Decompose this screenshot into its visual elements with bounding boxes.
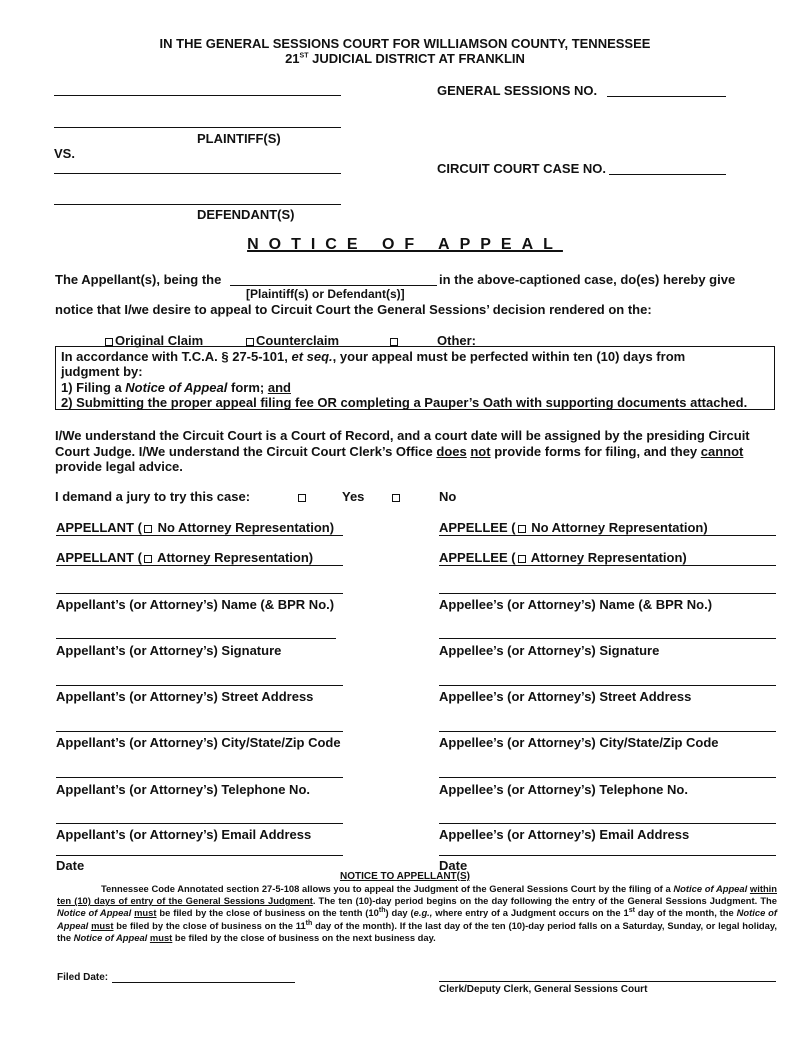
court-line: IN THE GENERAL SESSIONS COURT FOR WILLIAMSON COUNTY, TENNESSEE: [159, 36, 651, 51]
party-role-hint: [Plaintiff(s) or Defendant(s)]: [246, 287, 405, 301]
appellant-attorney-header[interactable]: APPELLANT ( Attorney Representation): [56, 550, 343, 566]
appellant-street-field[interactable]: [56, 685, 343, 686]
jury-label: I demand a jury to try this case:: [55, 489, 251, 504]
appellant-name-label: Appellant’s (or Attorney’s) Name (& BPR No.): [56, 597, 335, 612]
appellant-no-attorney-header[interactable]: APPELLANT ( No Attorney Representation): [56, 520, 343, 536]
understanding-paragraph: [55, 428, 775, 475]
plaintiff-name-line-1[interactable]: [54, 95, 341, 96]
notice-body: Tennessee Code Annotated section 27-5-108 allows you to appeal the Judgment of the General Sessions Court by the filing of a Notice of Appeal within ten (10) days of entry of the General Sessions Judgment. The ten (10)-day period begins on the day following the entry of the General Sessions Judgment. The Notice of Appeal must be filed by the close of business on the tenth (10th) day (e.g., where entry of a Judgment occurs on the 1st day of the month, the Notice of Appeal must be filed by the close of business on the 11th day of the month). If the last day of the ten (10)-day period falls on a Saturday, Sunday, or legal holiday, the Notice of Appeal must be filed by the close of business on the next business day.: [57, 883, 778, 943]
district-line: 21ST JUDICIAL DISTRICT AT FRANKLIN: [285, 51, 525, 66]
appellee-name-field[interactable]: [439, 593, 776, 594]
filed-date-label: Filed Date:: [57, 972, 109, 983]
other-checkbox[interactable]: [390, 338, 398, 346]
general-sessions-no-label: GENERAL SESSIONS NO.: [437, 83, 598, 98]
appellant-email-field[interactable]: [56, 823, 343, 824]
jury-no-checkbox[interactable]: [392, 494, 400, 502]
appellant-statement-line2: notice that I/we desire to appeal to Circuit Court the General Sessions’ decision rendered on the:: [55, 302, 652, 317]
requirements-item1: 1) Filing a Notice of Appeal form; and: [61, 379, 291, 395]
appellee-email-label: Appellee’s (or Attorney’s) Email Address: [439, 827, 690, 842]
appellee-no-attorney-header[interactable]: APPELLEE ( No Attorney Representation): [439, 520, 776, 536]
appellant-signature-label: Appellant’s (or Attorney’s) Signature: [56, 643, 282, 658]
appellant-city-field[interactable]: [56, 731, 343, 732]
appellant-date-label: Date: [56, 858, 85, 873]
appellee-date-label: Date: [439, 858, 468, 873]
other-label: Other:: [437, 333, 476, 348]
jury-no-label: No: [439, 489, 457, 504]
appellee-name-label: Appellee’s (or Attorney’s) Name (& BPR No.): [439, 597, 713, 612]
party-role-field[interactable]: [230, 285, 437, 286]
document-title: NOTICE OF APPEAL: [247, 236, 563, 253]
requirements-line2: judgment by:: [61, 364, 143, 380]
appellee-street-field[interactable]: [439, 685, 776, 686]
requirements-item2: 2) Submitting the proper appeal filing fee OR completing a Pauper’s Oath with supporting documents attached.: [61, 394, 748, 410]
original-claim-checkbox[interactable]: [105, 338, 113, 346]
appellee-city-label: Appellee’s (or Attorney’s) City/State/Zip Code: [439, 735, 719, 750]
appellee-signature-field[interactable]: [439, 638, 776, 639]
defendant-name-line-1[interactable]: [54, 173, 341, 174]
jury-yes-checkbox[interactable]: [298, 494, 306, 502]
appellant-statement-part2: in the above-captioned case, do(es) hereby give: [439, 272, 736, 287]
appellee-phone-label: Appellee’s (or Attorney’s) Telephone No.: [439, 782, 688, 797]
plaintiff-name-line-2[interactable]: [54, 127, 341, 128]
clerk-signature-field[interactable]: [439, 981, 776, 982]
appellee-city-field[interactable]: [439, 731, 776, 732]
appellee-street-label: Appellee’s (or Attorney’s) Street Address: [439, 689, 692, 704]
plaintiff-label: PLAINTIFF(S): [197, 131, 281, 146]
understanding-line2: Court Judge. I/We understand the Circuit Court Clerk’s Office does not provide forms for filing, and they cannot: [55, 443, 744, 459]
original-claim-option[interactable]: Original Claim: [103, 333, 203, 348]
appellant-email-label: Appellant’s (or Attorney’s) Email Address: [56, 827, 312, 842]
appellant-date-field[interactable]: [56, 855, 343, 856]
appellee-signature-label: Appellee’s (or Attorney’s) Signature: [439, 643, 660, 658]
appellee-attorney-checkbox[interactable]: [518, 555, 526, 563]
vs-label: VS.: [54, 146, 75, 161]
understanding-line1: I/We understand the Circuit Court is a Court of Record, and a court date will be assigned by the presiding Circuit: [55, 428, 750, 443]
filed-date-field[interactable]: [112, 982, 295, 983]
general-sessions-no-field[interactable]: [607, 96, 726, 97]
appellant-city-label: Appellant’s (or Attorney’s) City/State/Zip Code: [56, 735, 341, 750]
appellant-phone-label: Appellant’s (or Attorney’s) Telephone No.: [56, 782, 310, 797]
understanding-line3: provide legal advice.: [55, 459, 183, 474]
appellant-street-label: Appellant’s (or Attorney’s) Street Address: [56, 689, 314, 704]
appellant-attorney-checkbox[interactable]: [144, 555, 152, 563]
defendant-name-line-2[interactable]: [54, 204, 341, 205]
circuit-case-no-label: CIRCUIT COURT CASE NO.: [437, 161, 606, 176]
appellee-email-field[interactable]: [439, 823, 776, 824]
appellee-phone-field[interactable]: [439, 777, 776, 778]
appellee-date-field[interactable]: [439, 855, 776, 856]
appellant-statement-part1: The Appellant(s), being the: [55, 272, 222, 287]
appellant-signature-field[interactable]: [56, 638, 336, 639]
jury-yes-label: Yes: [342, 489, 365, 504]
appellant-no-attorney-checkbox[interactable]: [144, 525, 152, 533]
court-heading: [0, 36, 810, 66]
notice-heading: NOTICE TO APPELLANT(S): [340, 871, 470, 882]
appellee-no-attorney-checkbox[interactable]: [518, 525, 526, 533]
appellee-attorney-header[interactable]: APPELLEE ( Attorney Representation): [439, 550, 776, 566]
defendant-label: DEFENDANT(S): [197, 207, 295, 222]
circuit-case-no-field[interactable]: [609, 174, 726, 175]
counterclaim-option[interactable]: Counterclaim: [244, 333, 339, 348]
requirements-text: [61, 349, 773, 410]
appellant-name-field[interactable]: [56, 593, 343, 594]
appellant-phone-field[interactable]: [56, 777, 343, 778]
requirements-line1: In accordance with T.C.A. § 27-5-101, et seq., your appeal must be perfected within ten (10) days from: [61, 349, 686, 364]
counterclaim-checkbox[interactable]: [246, 338, 254, 346]
clerk-label: Clerk/Deputy Clerk, General Sessions Court: [439, 984, 648, 995]
